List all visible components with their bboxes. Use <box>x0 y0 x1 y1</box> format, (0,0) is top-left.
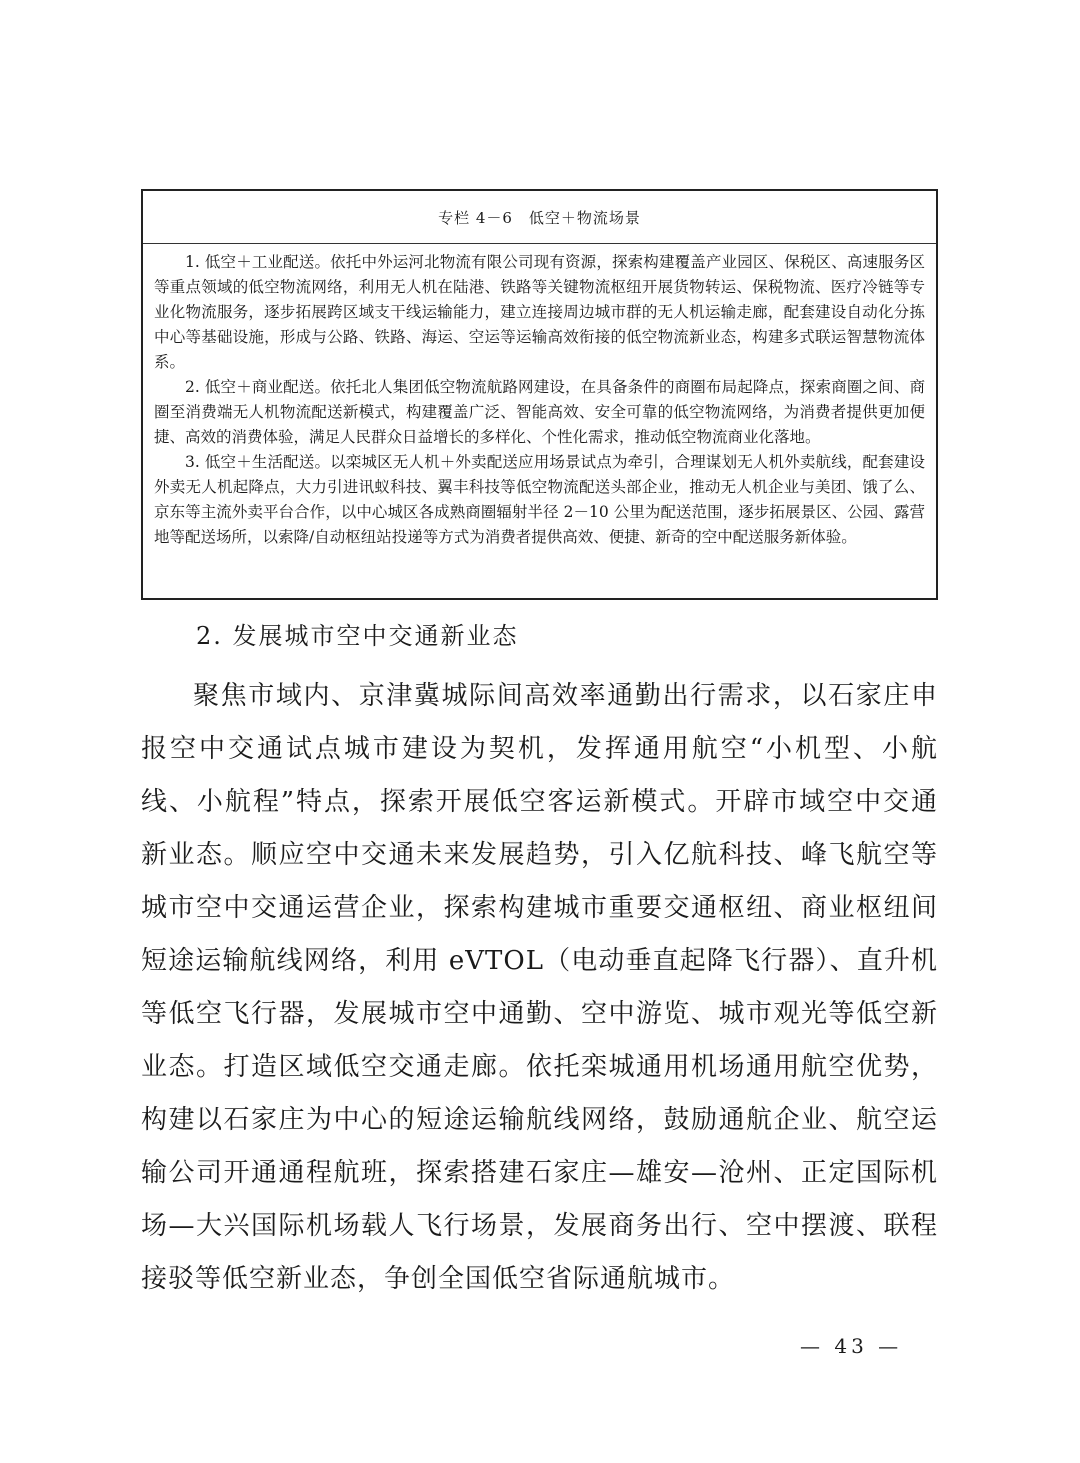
column-paragraph-commercial: 2. 低空＋商业配送。依托北人集团低空物流航路网建设，在具备条件的商圈布局起降点，探索商圈之间、商圈至消费端无人机物流配送新模式，构建覆盖广泛、智能高效、安全可靠的低空物流网络，为消费者提供更加便捷、高效的消费体验，满足人民群众日益增长的多样化、个性化需求，推动低空物流商业化落地。 <box>154 378 925 446</box>
column-paragraph-industrial: 1. 低空＋工业配送。依托中外运河北物流有限公司现有资源，探索构建覆盖产业园区、保税区、高速服务区等重点领域的低空物流网络，利用无人机在陆港、铁路等关键物流枢纽开展货物转运、保税物流、医疗冷链等专业化物流服务，逐步拓展跨区域支干线运输能力，建立连接周边城市群的无人机运输走廊，配套建设自动化分拣中心等基础设施，形成与公路、铁路、海运、空运等运输高效衔接的低空物流新业态，构建多式联运智慧物流体系。 <box>154 253 925 371</box>
column-box <box>141 189 938 600</box>
column-box-body <box>143 244 936 550</box>
column-paragraph-living: 3. 低空＋生活配送。以栾城区无人机＋外卖配送应用场景试点为牵引，合理谋划无人机外卖航线，配套建设外卖无人机起降点，大力引进讯蚁科技、翼丰科技等低空物流配送头部企业，推动无人机企业与美团、饿了么、京东等主流外卖平台合作，以中心城区各成熟商圈辐射半径 2－10 公里为配送范围，逐步拓展景区、公园、露营地等配送场所，以索降/自动枢纽站投递等方式为消费者提供高效、便捷、新奇的空中配送服务新体验。 <box>154 453 925 546</box>
section-body-paragraph: 聚焦市域内、京津冀城际间高效率通勤出行需求，以石家庄申报空中交通试点城市建设为契机，发挥通用航空“小机型、小航线、小航程”特点，探索开展低空客运新模式。开辟市域空中交通新业态。顺应空中交通未来发展趋势，引入亿航科技、峰飞航空等城市空中交通运营企业，探索构建城市重要交通枢纽、商业枢纽间短途运输航线网络，利用 eVTOL（电动垂直起降飞行器）、直升机等低空飞行器，发展城市空中通勤、空中游览、城市观光等低空新业态。打造区域低空交通走廊。依托栾城通用机场通用航空优势，构建以石家庄为中心的短途运输航线网络，鼓励通航企业、航空运输公司开通通程航班，探索搭建石家庄—雄安—沧州、正定国际机场—大兴国际机场载人飞行场景，发展商务出行、空中摆渡、联程接驳等低空新业态，争创全国低空省际通航城市。 <box>141 681 938 1294</box>
page-number: — 43 — <box>800 1334 903 1358</box>
column-box-title: 专栏 4－6 低空＋物流场景 <box>143 191 936 244</box>
section-heading: 2. 发展城市空中交通新业态 <box>196 622 519 650</box>
